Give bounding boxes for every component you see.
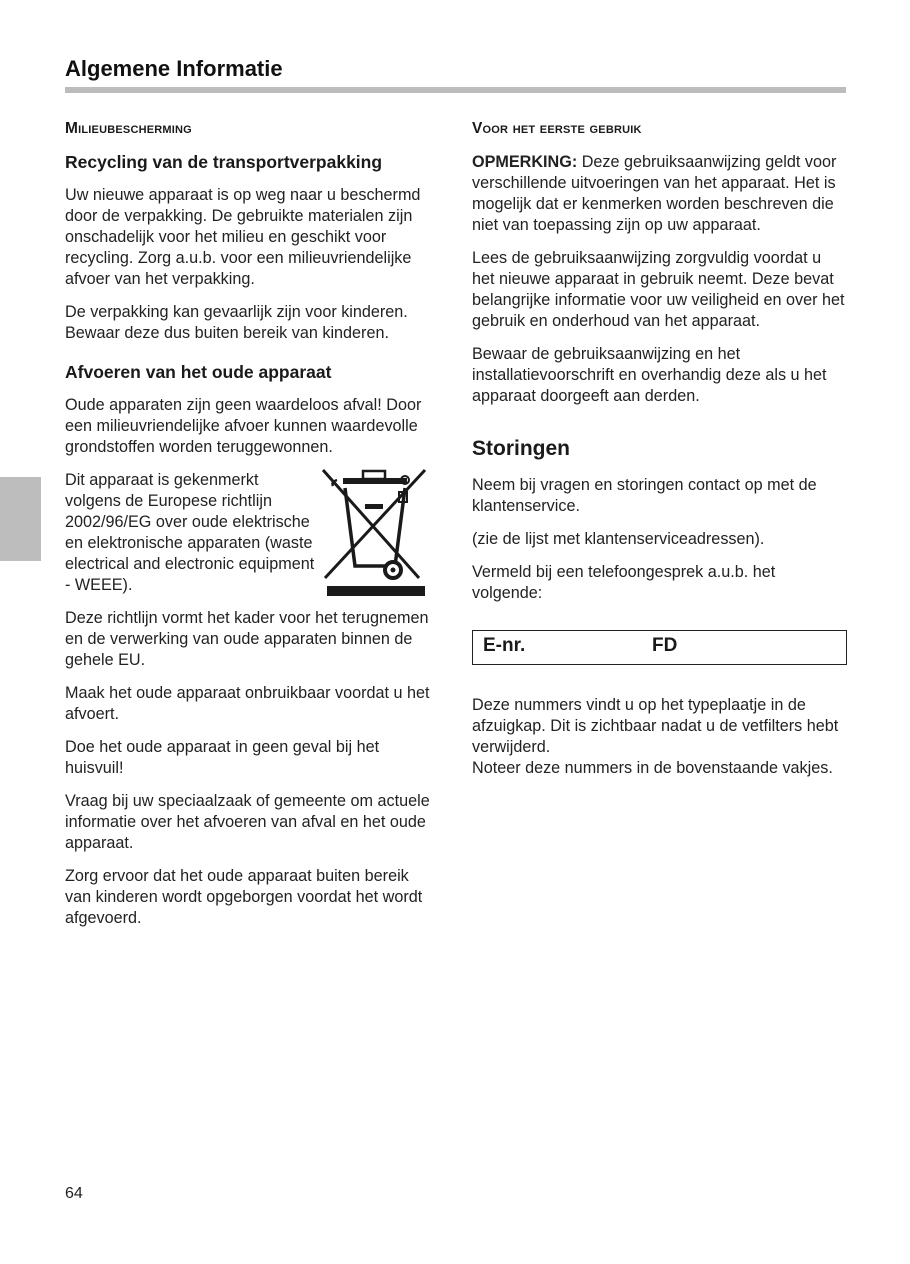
disposal-heading: Afvoeren van het oude apparaat bbox=[65, 362, 332, 382]
enr-fd-box[interactable] bbox=[472, 630, 847, 665]
faults-paragraph-5: Noteer deze nummers in de bovenstaande vakjes. bbox=[472, 759, 833, 777]
disposal-paragraph-6: Zorg ervoor dat het oude apparaat buiten bereik van kinderen wordt opgeborgen voordat het wordt afgevoerd. bbox=[65, 867, 423, 927]
first-use-paragraph-3: Bewaar de gebruiksaanwijzing en het installatievoorschrift en overhandig deze als u het apparaat doorgeeft aan derden. bbox=[472, 345, 827, 405]
section-title-environment: Milieubescherming bbox=[65, 120, 192, 137]
disposal-paragraph-4: Doe het oude apparaat in geen geval bij het huisvuil! bbox=[65, 738, 380, 777]
note-paragraph bbox=[472, 152, 847, 236]
fd-label: FD bbox=[652, 635, 678, 656]
note-label: OPMERKING: bbox=[472, 153, 578, 171]
recycling-paragraph-2: De verpakking kan gevaarlijk zijn voor kinderen. Bewaar deze dus buiten bereik van kinderen. bbox=[65, 303, 408, 342]
disposal-paragraph-5: Vraag bij uw speciaalzaak of gemeente om actuele informatie over het afvoeren van afval en het oude apparaat. bbox=[65, 792, 430, 852]
recycling-heading: Recycling van de transportverpakking bbox=[65, 152, 383, 172]
disposal-paragraph-3: Maak het oude apparaat onbruikbaar voordat u het afvoert. bbox=[65, 684, 430, 723]
first-use-paragraph-2: Lees de gebruiksaanwijzing zorgvuldig voordat u het nieuwe apparaat in gebruik neemt. Deze bevat belangrijke informatie voor uw veiligheid en over het gebruik en onderhoud van het apparaat. bbox=[472, 249, 845, 330]
weee-paragraph: Dit apparaat is gekenmerkt volgens de Europese richtlijn 2002/96/EG over oude elektrische en elektronische apparaten (waste electrical and electronic equipment - WEEE). bbox=[65, 471, 315, 594]
crossed-out-wheelie-bin-icon bbox=[319, 466, 431, 600]
page-number: 64 bbox=[65, 1185, 83, 1202]
enr-label: E-nr. bbox=[483, 635, 526, 656]
faults-heading: Storingen bbox=[472, 437, 570, 460]
faults-paragraph-1: Neem bij vragen en storingen contact op met de klantenservice. bbox=[472, 476, 817, 515]
disposal-paragraph-1: Oude apparaten zijn geen waardeloos afval! Door een milieuvriendelijke afvoer kunnen waardevolle grondstoffen worden teruggewonnen. bbox=[65, 396, 422, 456]
left-column bbox=[65, 115, 437, 941]
side-tab-marker bbox=[0, 477, 41, 561]
right-column bbox=[472, 115, 847, 791]
title-rule bbox=[65, 87, 846, 93]
section-title-first-use: Voor het eerste gebruik bbox=[472, 120, 642, 137]
faults-paragraph-2: (zie de lijst met klantenserviceadressen). bbox=[472, 530, 765, 548]
faults-paragraph-3: Vermeld bij een telefoongesprek a.u.b. het volgende: bbox=[472, 563, 776, 602]
note-text: Deze gebruiksaanwijzing geldt voor verschillende uitvoeringen van het apparaat. Het is mogelijk dat er kenmerken worden beschreven die niet van toepassing zijn op uw apparaat. bbox=[472, 153, 837, 234]
recycling-paragraph-1: Uw nieuwe apparaat is op weg naar u beschermd door de verpakking. De gebruikte materialen zijn onschadelijk voor het milieu en geschikt voor recycling. Zorg a.u.b. voor een milieuvriendelijke afvoer van het verpakking. bbox=[65, 186, 421, 288]
weee-block bbox=[65, 470, 437, 596]
page-title: Algemene Informatie bbox=[65, 56, 283, 81]
faults-paragraph-4: Deze nummers vindt u op het typeplaatje in de afzuigkap. Dit is zichtbaar nadat u de vetfilters hebt verwijderd. bbox=[472, 696, 839, 756]
disposal-paragraph-2: Deze richtlijn vormt het kader voor het terugnemen en de verwerking van oude apparaten binnen de gehele EU. bbox=[65, 609, 429, 669]
